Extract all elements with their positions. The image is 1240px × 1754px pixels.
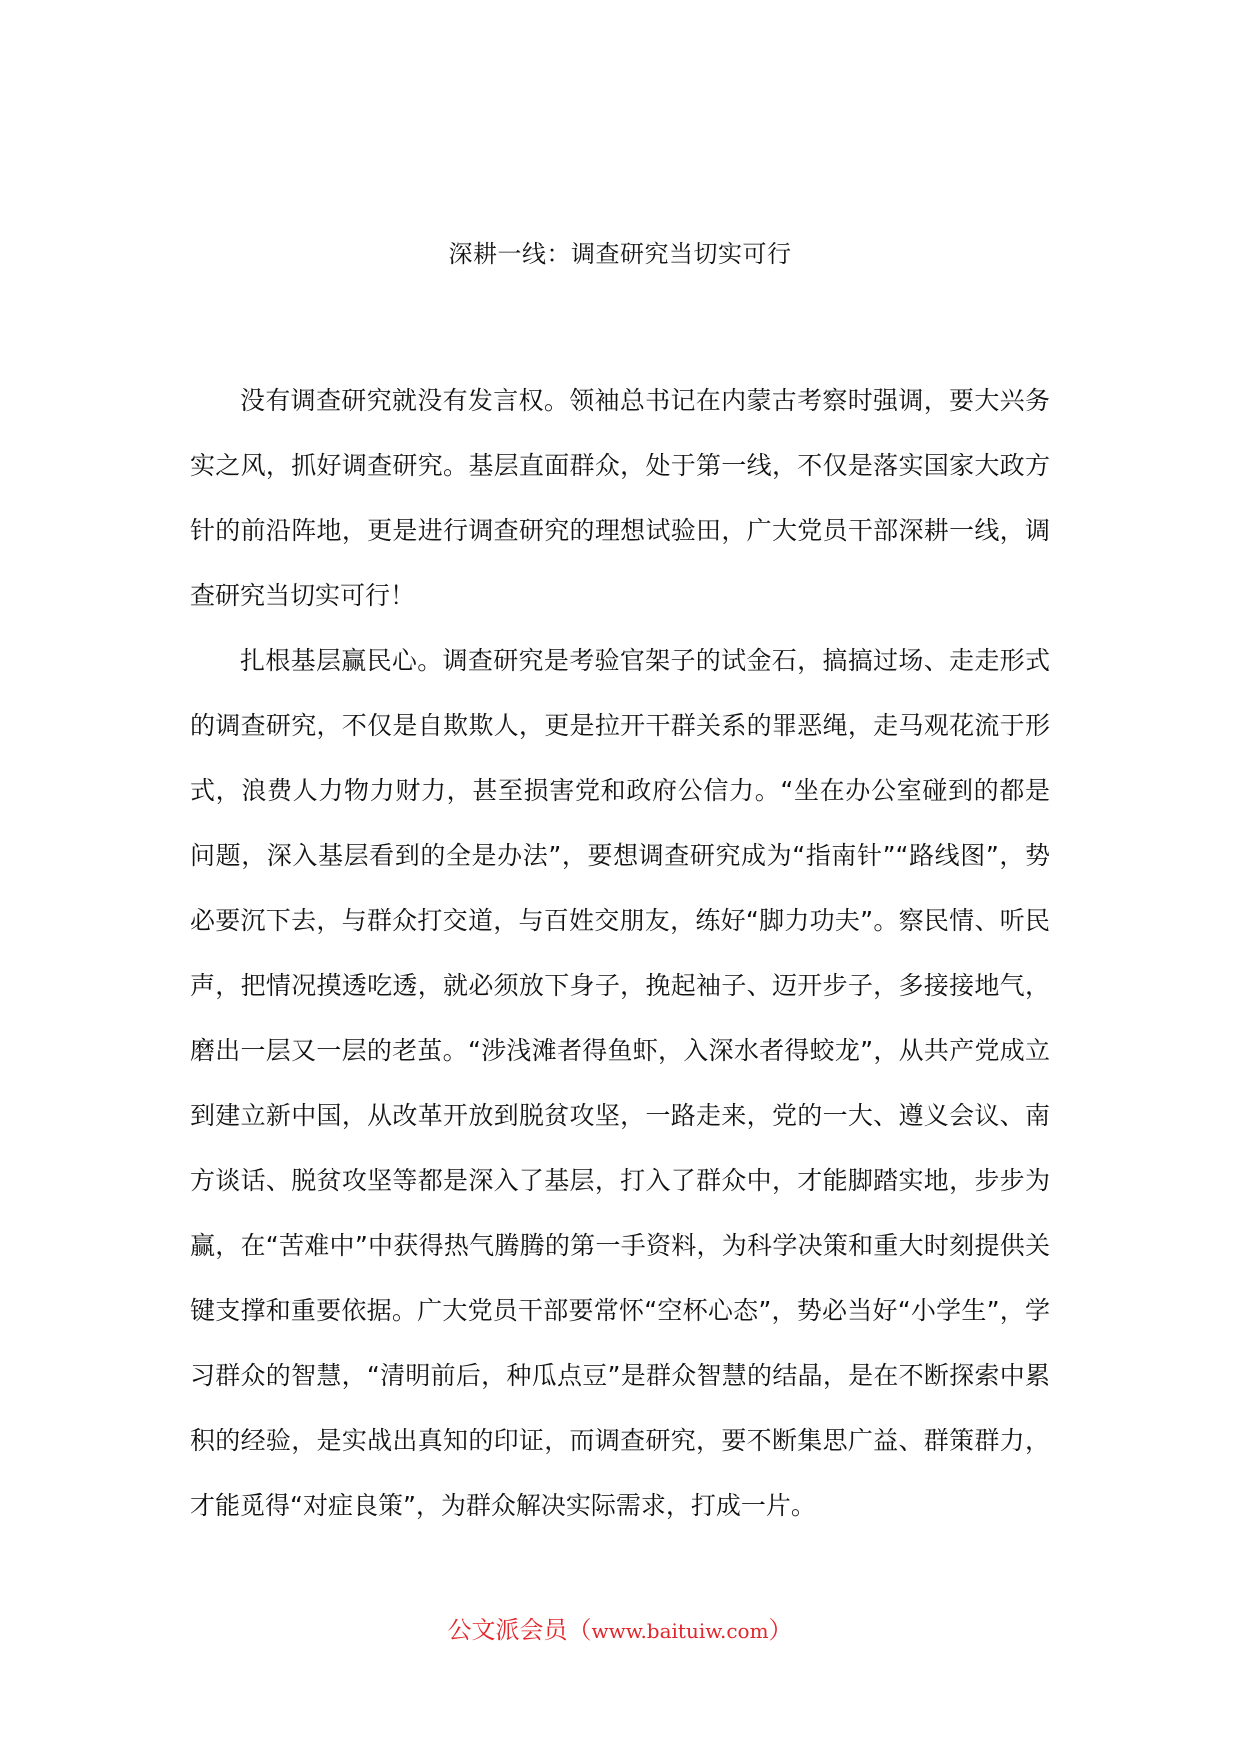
document-body [190, 368, 1050, 1538]
document-title: 深耕一线：调查研究当切实可行 [448, 240, 792, 268]
footer-url[interactable]: www.baituiw.com [591, 1619, 769, 1643]
footer-watermark [0, 1612, 1240, 1649]
paragraph-2: 扎根基层赢民心。调查研究是考验官架子的试金石，搞搞过场、走走形式的调查研究，不仅是自欺欺人，更是拉开干群关系的罪恶绳，走马观花流于形式，浪费人力物力财力，甚至损害党和政府公信力。“坐在办公室碰到的都是问题，深入基层看到的全是办法”，要想调查研究成为“指南针”“路线图”，势必要沉下去，与群众打交道，与百姓交朋友，练好“脚力功夫”。察民情、听民声，把情况摸透吃透，就必须放下身子，挽起袖子、迈开步子，多接接地气，磨出一层又一层的老茧。“涉浅滩者得鱼虾，入深水者得蛟龙”，从共产党成立到建立新中国，从改革开放到脱贫攻坚，一路走来，党的一大、遵义会议、南方谈话、脱贫攻坚等都是深入了基层，打入了群众中，才能脚踏实地，步步为赢，在“苦难中”中获得热气腾腾的第一手资料，为科学决策和重大时刻提供关键支撑和重要依据。广大党员干部要常怀“空杯心态”，势必当好“小学生”，学习群众的智慧，“清明前后，种瓜点豆”是群众智慧的结晶，是在不断探索中累积的经验，是实战出真知的印证，而调查研究，要不断集思广益、群策群力，才能觅得“对症良策”，为群众解决实际需求，打成一片。 [190, 646, 1050, 1520]
footer-label: 公文派会员（ [447, 1616, 592, 1644]
paragraph-1: 没有调查研究就没有发言权。领袖总书记在内蒙古考察时强调，要大兴务实之风，抓好调查研究。基层直面群众，处于第一线，不仅是落实国家大政方针的前沿阵地，更是进行调查研究的理想试验田，广大党员干部深耕一线，调查研究当切实可行！ [190, 386, 1050, 610]
footer-suffix: ） [768, 1616, 793, 1644]
